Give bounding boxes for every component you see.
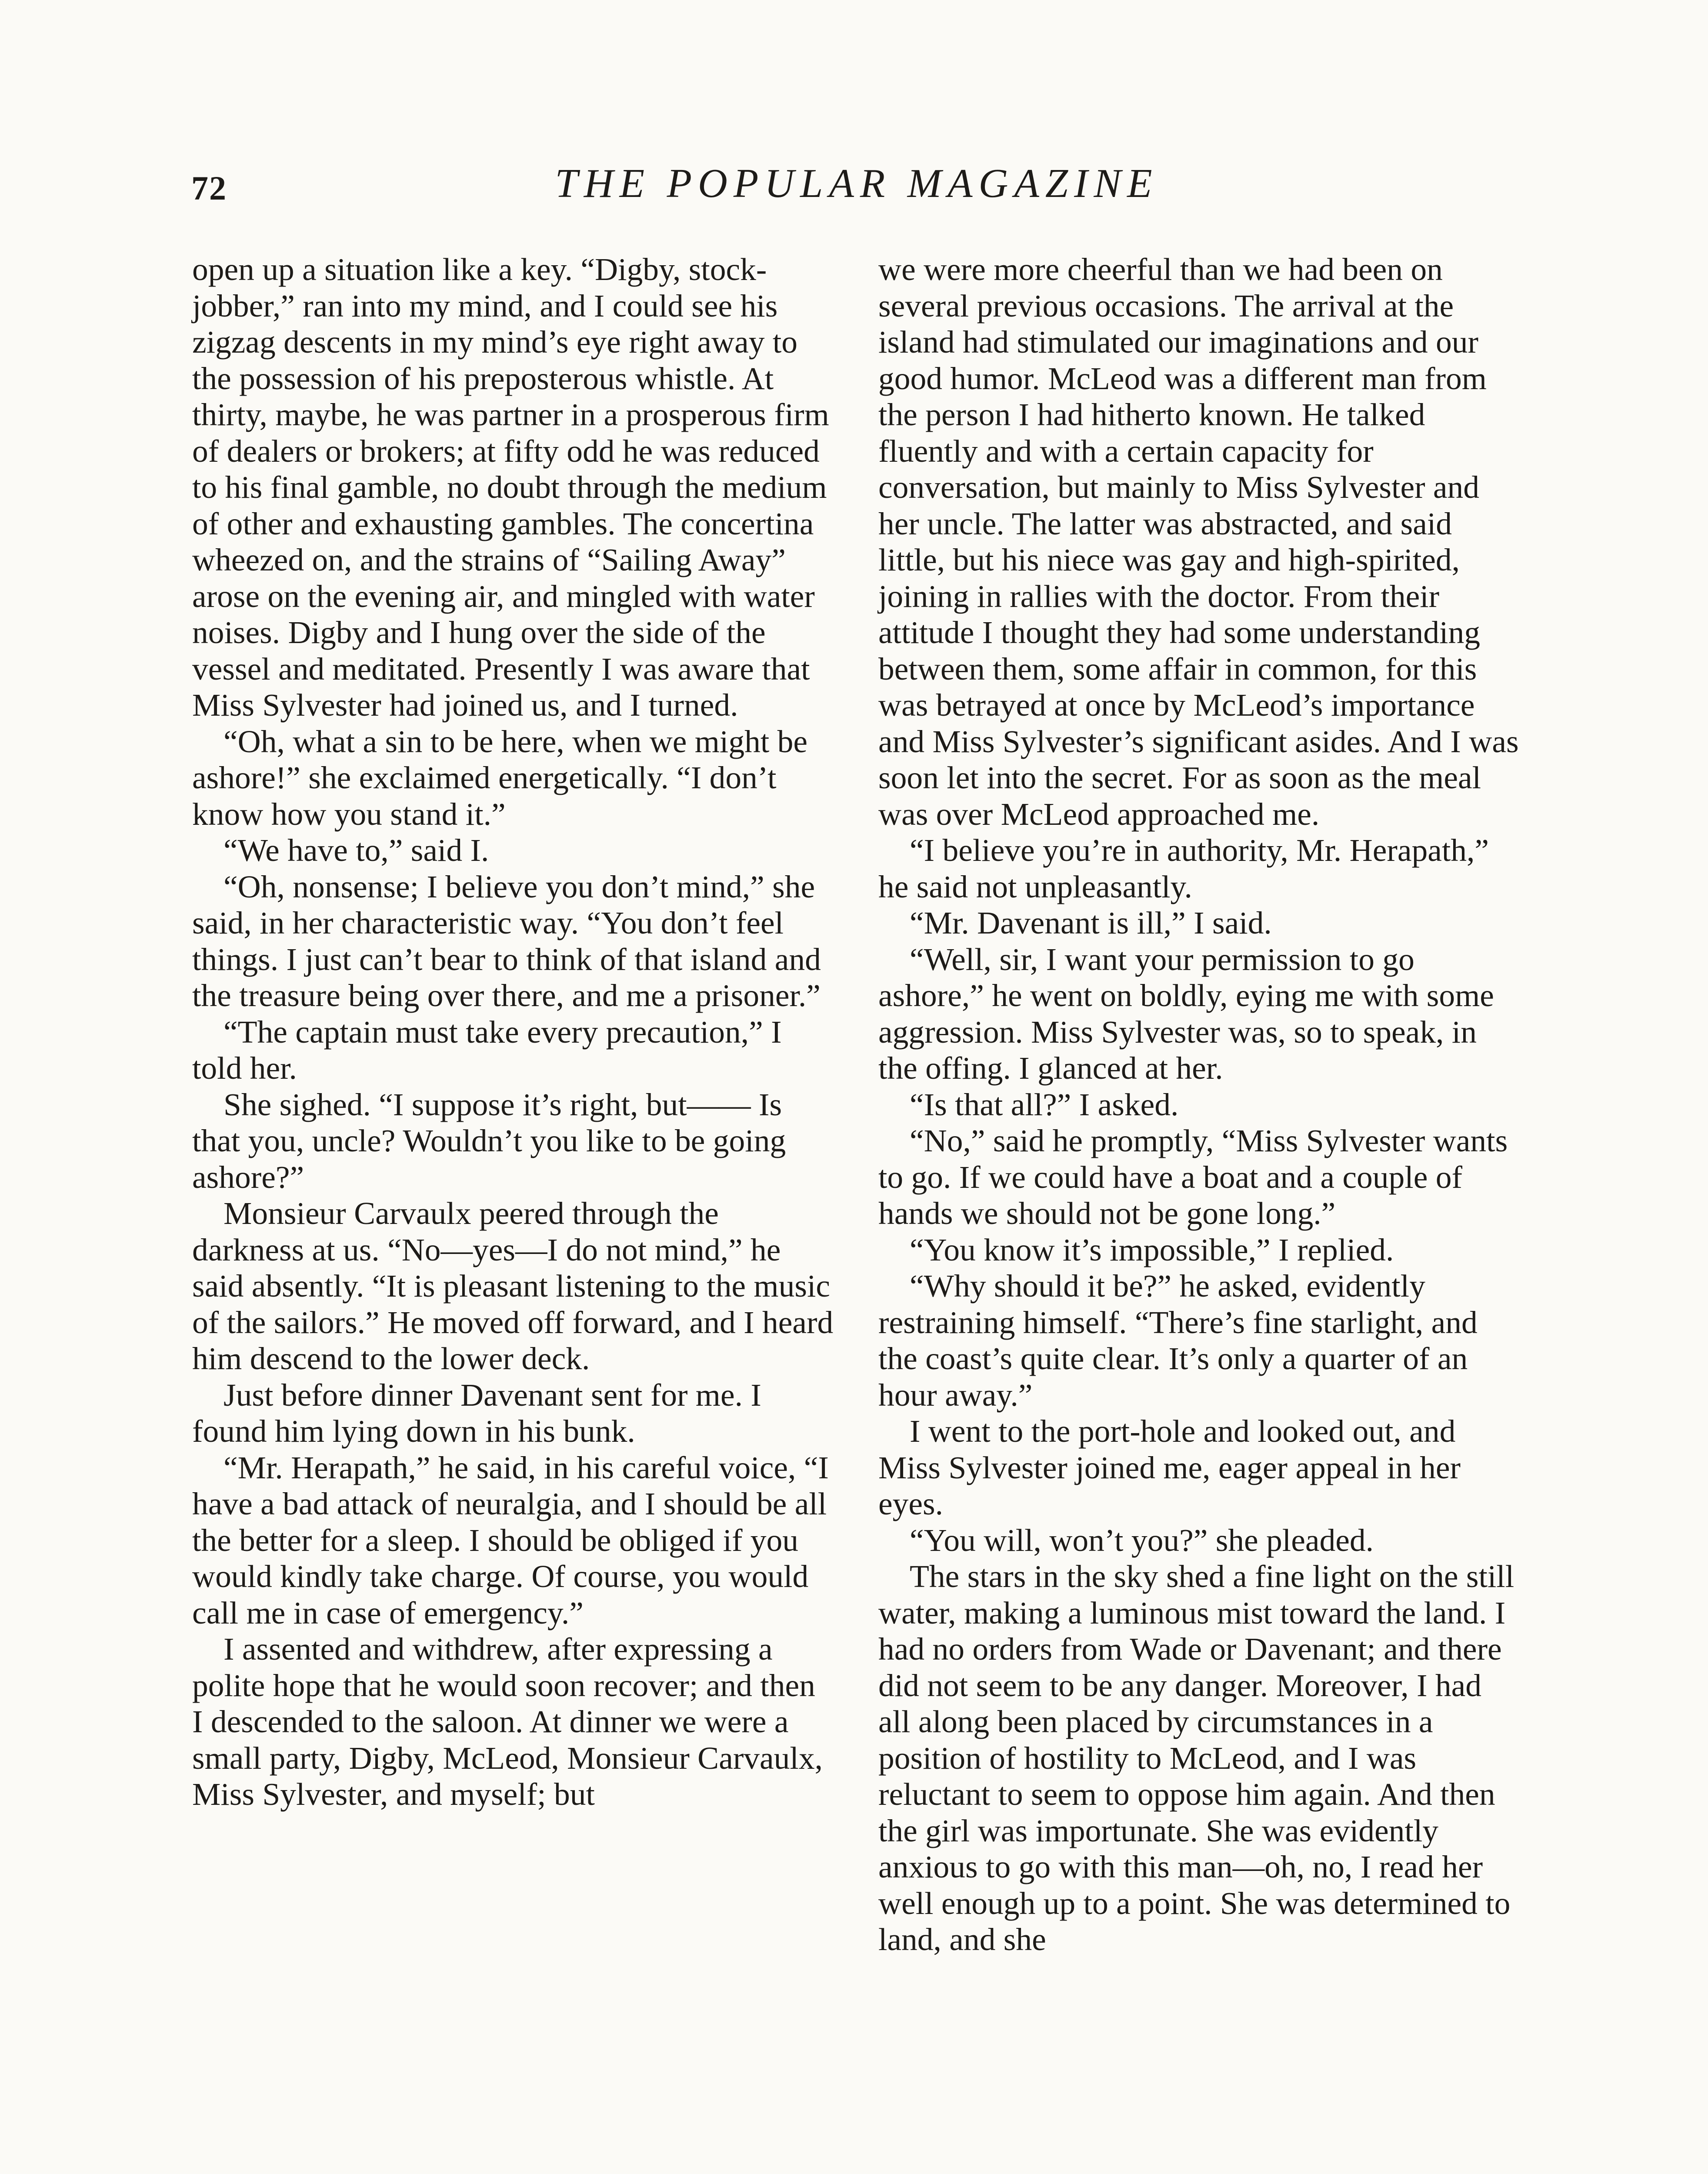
paragraph: Monsieur Carvaulx peered through the darkness at us. “No—yes—I do not mind,” he said absently. “It is pleasant listening to the music of the sailors.” He moved off forward, and I heard him descend to the lower deck.	[192, 1196, 834, 1376]
paragraph: “No,” said he promptly, “Miss Sylvester wants to go. If we could have a boat and a couple of hands we should not be gone long.”	[878, 1123, 1508, 1231]
paragraph: She sighed. “I suppose it’s right, but—— Is that you, uncle? Wouldn’t you like to be going ashore?”	[192, 1087, 786, 1195]
paragraph: “Why should it be?” he asked, evidently restraining himself. “There’s fine starlight, and the coast’s quite clear. It’s only a quarter of an hour away.”	[878, 1268, 1478, 1413]
paragraph: “You will, won’t you?” she pleaded.	[910, 1522, 1374, 1558]
text-column-left	[192, 251, 834, 1813]
text-column-right	[878, 251, 1520, 1958]
paragraph: “I believe you’re in authority, Mr. Herapath,” he said not unpleasantly.	[878, 833, 1489, 904]
paragraph: “Oh, nonsense; I believe you don’t mind,” she said, in her characteristic way. “You don’t feel things. I just can’t bear to think of that island and the treasure being over there, and me a prisoner.”	[192, 869, 821, 1013]
paragraph: “We have to,” said I.	[224, 833, 489, 868]
paragraph: I went to the port-hole and looked out, and Miss Sylvester joined me, eager appeal in her eyes.	[878, 1414, 1461, 1521]
paragraph: “Mr. Davenant is ill,” I said.	[910, 905, 1272, 940]
paragraph: “The captain must take every precaution,” I told her.	[192, 1014, 782, 1086]
paragraph: I assented and withdrew, after expressing a polite hope that he would soon recover; and then I descended to the saloon. At dinner we were a small party, Digby, McLeod, Monsieur Carvaulx, Miss Sylvester, and myself; but	[192, 1631, 823, 1812]
paragraph: we were more cheerful than we had been on several previous occasions. The arrival at the island had stimulated our imaginations and our good humor. McLeod was a different man from the person I had hitherto known. He talked fluently and with a certain capacity for conversation, but mainly to Miss Sylvester and her uncle. The latter was abstracted, and said little, but his niece was gay and high-spirited, joining in rallies with the doctor. From their attitude I thought they had some understanding between them, some affair in common, for this was betrayed at once by McLeod’s importance and Miss Sylvester’s significant asides. And I was soon let into the secret. For as soon as the meal was over McLeod approached me.	[878, 252, 1519, 832]
paragraph: “Mr. Herapath,” he said, in his careful voice, “I have a bad attack of neuralgia, and I should be all the better for a sleep. I should be obliged if you would kindly take charge. Of course, you would call me in case of emergency.”	[192, 1450, 829, 1630]
paragraph: The stars in the sky shed a fine light on the still water, making a luminous mist toward the land. I had no orders from Wade or Davenant; and there did not seem to be any danger. Moreover, I had all along been placed by circumstances in a position of hostility to McLeod, and I was reluctant to seem to oppose him again. And then the girl was importunate. She was evidently anxious to go with this man—oh, no, I read her well enough up to a point. She was determined to land, and she	[878, 1559, 1515, 1957]
paragraph: Just before dinner Davenant sent for me. I found him lying down in his bunk.	[192, 1377, 761, 1449]
page-number: 72	[191, 169, 227, 207]
paragraph: open up a situation like a key. “Digby, stock-jobber,” ran into my mind, and I could see his zigzag descents in my mind’s eye right away to the possession of his preposterous whistle. At thirty, maybe, he was partner in a prosperous firm of dealers or brokers; at fifty odd he was reduced to his final gamble, no doubt through the medium of other and exhausting gambles. The concertina wheezed on, and the strains of “Sailing Away” arose on the evening air, and mingled with water noises. Digby and I hung over the side of the vessel and meditated. Presently I was aware that Miss Sylvester had joined us, and I turned.	[192, 252, 829, 723]
paragraph: “Oh, what a sin to be here, when we might be ashore!” she exclaimed energetically. “I don’t know how you stand it.”	[192, 724, 808, 832]
paragraph: “Well, sir, I want your permission to go ashore,” he went on boldly, eying me with some aggression. Miss Sylvester was, so to speak, in the offing. I glanced at her.	[878, 941, 1494, 1086]
running-title: THE POPULAR MAGAZINE	[555, 161, 1158, 206]
paragraph: “Is that all?” I asked.	[910, 1087, 1179, 1122]
paragraph: “You know it’s impossible,” I replied.	[910, 1232, 1394, 1267]
page-header	[191, 157, 1522, 226]
